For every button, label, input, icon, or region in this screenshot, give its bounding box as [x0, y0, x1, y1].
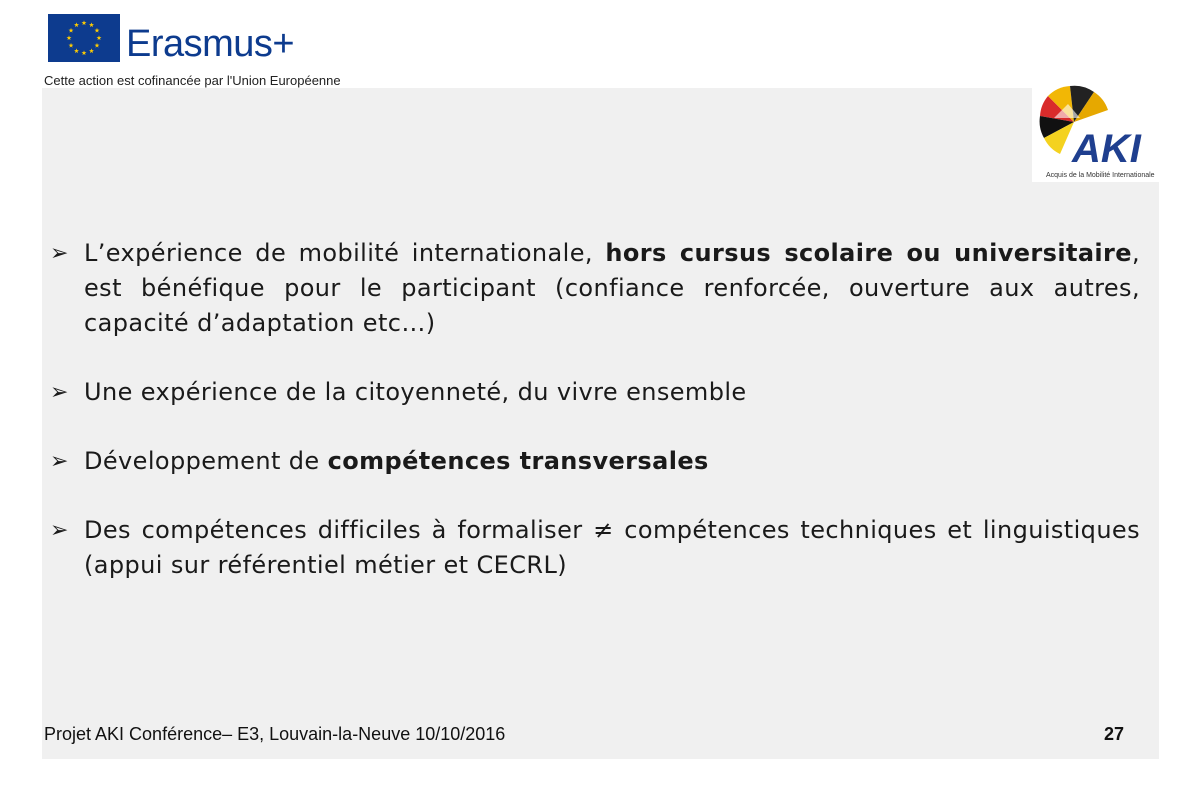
eu-flag-logo	[48, 14, 120, 62]
bullet-text: Une expérience de la citoyenneté, du vivre ensemble	[84, 378, 747, 406]
arrow-bullet-icon: ➢	[50, 449, 69, 474]
bullet-item	[50, 444, 1140, 479]
footer-caption: Projet AKI Conférence– E3, Louvain-la-Neuve 10/10/2016	[44, 724, 506, 744]
page-number: 27	[1104, 724, 1125, 744]
arrow-bullet-icon: ➢	[50, 241, 69, 266]
erasmus-plus-logo: Erasmus+	[126, 23, 295, 65]
arrow-bullet-icon: ➢	[50, 518, 69, 543]
aki-caption: Acquis de la Mobilité Internationale	[1046, 172, 1155, 179]
aki-logo	[1032, 78, 1160, 182]
bullet-text: L’expérience de mobilité internationale, hors cursus scolaire ou universitaire, est bénéfique pour le participant (confiance renforcée, ouverture aux autres, capacité d’adaptation etc…)	[84, 239, 1140, 337]
bullet-text: Développement de compétences transversales	[84, 447, 709, 475]
aki-wordmark: AKI	[1072, 127, 1141, 171]
bullet-item	[50, 375, 1140, 410]
bullet-item	[50, 513, 1140, 583]
bullet-item	[50, 236, 1140, 341]
cofinance-caption: Cette action est cofinancée par l'Union Européenne	[44, 73, 341, 88]
arrow-bullet-icon: ➢	[50, 380, 69, 405]
bullet-text: Des compétences difficiles à formaliser ≠ compétences techniques et linguistiques (appui sur référentiel métier et CECRL)	[84, 516, 1140, 579]
bullet-list	[50, 236, 1140, 583]
